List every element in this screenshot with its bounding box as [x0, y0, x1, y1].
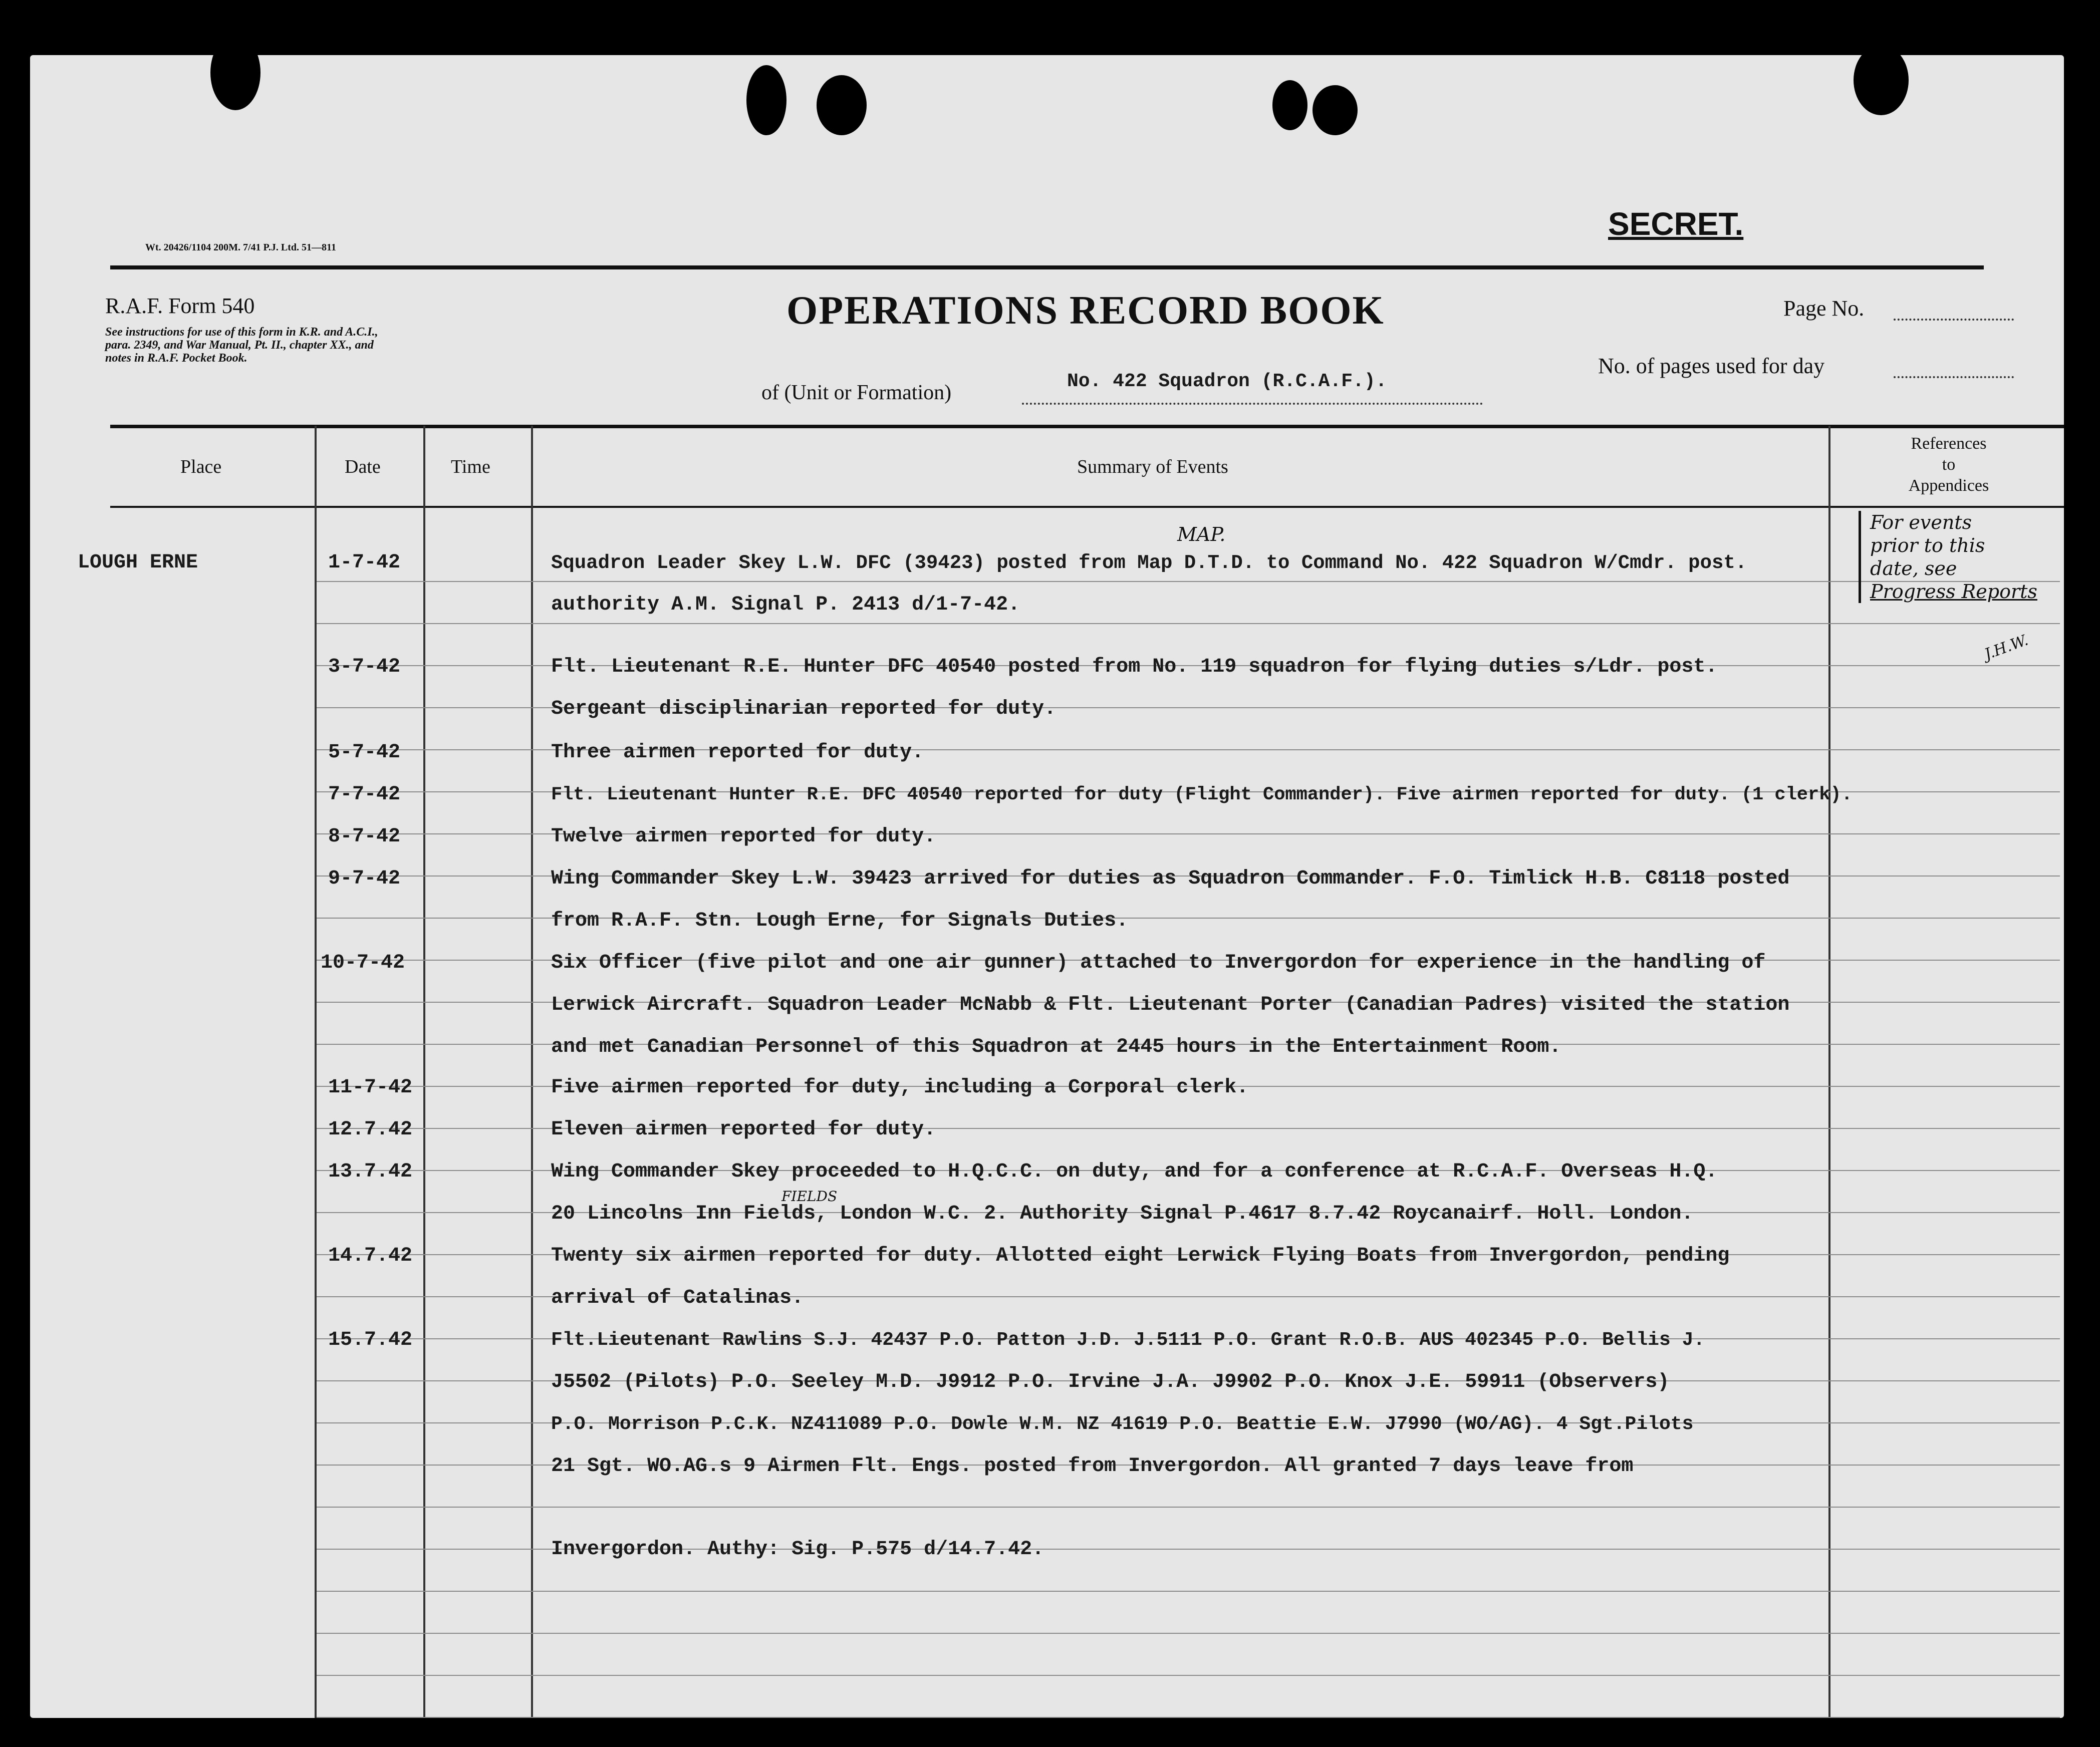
page-title: OPERATIONS RECORD BOOK	[786, 288, 1385, 333]
header-bottom-rule	[110, 506, 2064, 508]
punch-hole	[1312, 85, 1358, 135]
summary-line: and met Canadian Personnel of this Squadron at 2445 hours in the Entertainment Room.	[551, 1036, 1561, 1058]
column-divider	[315, 426, 317, 1718]
summary-line: J5502 (Pilots) P.O. Seeley M.D. J9912 P.O. Irvine J.A. J9902 P.O. Knox J.E. 59911 (Observers)	[551, 1371, 1670, 1393]
summary-line: Lerwick Aircraft. Squadron Leader McNabb & Flt. Lieutenant Porter (Canadian Padres) visited the station	[551, 994, 1790, 1016]
ruled-line	[317, 1591, 2060, 1592]
ruled-line	[317, 1507, 2060, 1508]
handwritten-appendix-note	[1859, 511, 2037, 603]
references-line: to	[1942, 455, 1956, 474]
instruction-line: notes in R.A.F. Pocket Book.	[105, 352, 247, 365]
punch-hole	[1272, 80, 1307, 130]
summary-line: P.O. Morrison P.C.K. NZ411089 P.O. Dowle W.M. NZ 41619 P.O. Beattie E.W. J7990 (WO/AG). 4 Sgt.Pilots	[551, 1413, 1694, 1435]
summary-line: Flt.Lieutenant Rawlins S.J. 42437 P.O. Patton J.D. J.5111 P.O. Grant R.O.B. AUS 402345 P.O. Bellis J.	[551, 1329, 1705, 1351]
date-entry: 11-7-42	[328, 1076, 413, 1099]
summary-line: 21 Sgt. WO.AG.s 9 Airmen Flt. Engs. posted from Invergordon. All granted 7 days leave from	[551, 1455, 1634, 1478]
references-line: Appendices	[1908, 476, 1989, 495]
column-header-place: Place	[180, 456, 222, 477]
date-entry: 3-7-42	[328, 656, 401, 678]
date-entry: 8-7-42	[328, 825, 401, 848]
instruction-line: para. 2349, and War Manual, Pt. II., chapter XX., and	[105, 339, 374, 352]
summary-line: 20 Lincolns Inn Fields, London W.C. 2. Authority Signal P.4617 8.7.42 Roycanairf. Holl. London.	[551, 1203, 1694, 1225]
date-entry: 5-7-42	[328, 741, 401, 764]
form-instructions	[105, 326, 378, 365]
summary-line: Six Officer (five pilot and one air gunner) attached to Invergordon for experience in the handling of	[551, 952, 1766, 974]
place-entry: LOUGH ERNE	[78, 551, 198, 574]
note-line: For events	[1870, 511, 1972, 533]
unit-label: of (Unit or Formation)	[761, 381, 952, 404]
summary-line: Twelve airmen reported for duty.	[551, 825, 936, 848]
page-no-field	[1894, 317, 2014, 321]
ruled-line	[317, 1717, 2060, 1718]
summary-line: authority A.M. Signal P. 2413 d/1-7-42.	[551, 594, 1020, 616]
ruled-line	[317, 1633, 2060, 1634]
unit-value: No. 422 Squadron (R.C.A.F.).	[1067, 371, 1387, 392]
pages-used-field	[1894, 374, 2014, 378]
date-entry: 9-7-42	[328, 867, 401, 890]
note-line: Progress Reports	[1870, 580, 2037, 603]
column-header-date: Date	[345, 456, 381, 477]
ruled-line	[317, 623, 2060, 624]
header-top-rule	[110, 265, 1984, 269]
column-divider	[531, 426, 533, 1718]
references-line: References	[1911, 434, 1987, 453]
punch-hole	[746, 65, 786, 135]
column-header-time: Time	[451, 456, 490, 477]
handwritten-correction: FIELDS	[781, 1188, 838, 1205]
page-no-label: Page No.	[1783, 296, 1865, 321]
ruled-line	[317, 1675, 2060, 1676]
handwritten-correction: MAP.	[1177, 523, 1226, 545]
date-entry: 10-7-42	[321, 952, 405, 974]
summary-line: Sergeant disciplinarian reported for duty.	[551, 698, 1057, 720]
summary-line: Flt. Lieutenant R.E. Hunter DFC 40540 posted from No. 119 squadron for flying duties s/Ldr. post.	[551, 656, 1718, 678]
table-top-rule	[110, 425, 2064, 428]
pages-used-label: No. of pages used for day	[1598, 354, 1825, 378]
summary-line: from R.A.F. Stn. Lough Erne, for Signals Duties.	[551, 910, 1129, 932]
date-entry: 12.7.42	[328, 1118, 413, 1141]
date-entry: 15.7.42	[328, 1329, 413, 1351]
column-header-references	[1833, 433, 2064, 496]
date-entry: 13.7.42	[328, 1160, 413, 1183]
punch-hole	[210, 55, 260, 110]
summary-line: Twenty six airmen reported for duty. Allotted eight Lerwick Flying Boats from Invergordon, pending	[551, 1245, 1730, 1267]
summary-line: Squadron Leader Skey L.W. DFC (39423) posted from Map D.T.D. to Command No. 422 Squadron W/Cmdr. post.	[551, 552, 1747, 574]
ruled-line	[317, 581, 2060, 582]
summary-line: Five airmen reported for duty, including a Corporal clerk.	[551, 1076, 1249, 1099]
date-entry: 14.7.42	[328, 1245, 413, 1267]
punch-hole	[817, 75, 867, 135]
summary-line: Invergordon. Authy: Sig. P.575 d/14.7.42.	[551, 1538, 1044, 1561]
summary-line: arrival of Catalinas.	[551, 1287, 804, 1309]
summary-line: Wing Commander Skey proceeded to H.Q.C.C. on duty, and for a conference at R.C.A.F. Overseas H.Q.	[551, 1160, 1718, 1183]
print-code: Wt. 20426/1104 200M. 7/41 P.J. Ltd. 51—811	[145, 242, 336, 253]
summary-line: Eleven airmen reported for duty.	[551, 1118, 936, 1141]
column-divider	[423, 426, 425, 1718]
summary-line: Flt. Lieutenant Hunter R.E. DFC 40540 reported for duty (Flight Commander). Five airmen reported for duty. (1 clerk).	[551, 784, 1853, 805]
note-line: prior to this	[1870, 534, 1985, 556]
handwritten-initials: J.H.W.	[1982, 631, 2031, 664]
date-entry: 7-7-42	[328, 783, 401, 806]
unit-field	[1022, 401, 1483, 405]
classification-stamp: SECRET.	[1608, 206, 1744, 242]
column-header-summary: Summary of Events	[1077, 456, 1228, 477]
summary-line: Wing Commander Skey L.W. 39423 arrived for duties as Squadron Commander. F.O. Timlick H.B. C8118 posted	[551, 867, 1790, 890]
record-sheet	[30, 55, 2064, 1718]
summary-line: Three airmen reported for duty.	[551, 741, 924, 764]
date-entry: 1-7-42	[328, 551, 401, 574]
punch-hole	[1854, 55, 1909, 115]
form-name: R.A.F. Form 540	[105, 294, 255, 318]
note-line: date, see	[1870, 557, 1957, 579]
instruction-line: See instructions for use of this form in K.R. and A.C.I.,	[105, 326, 378, 339]
column-divider	[1828, 426, 1830, 1718]
